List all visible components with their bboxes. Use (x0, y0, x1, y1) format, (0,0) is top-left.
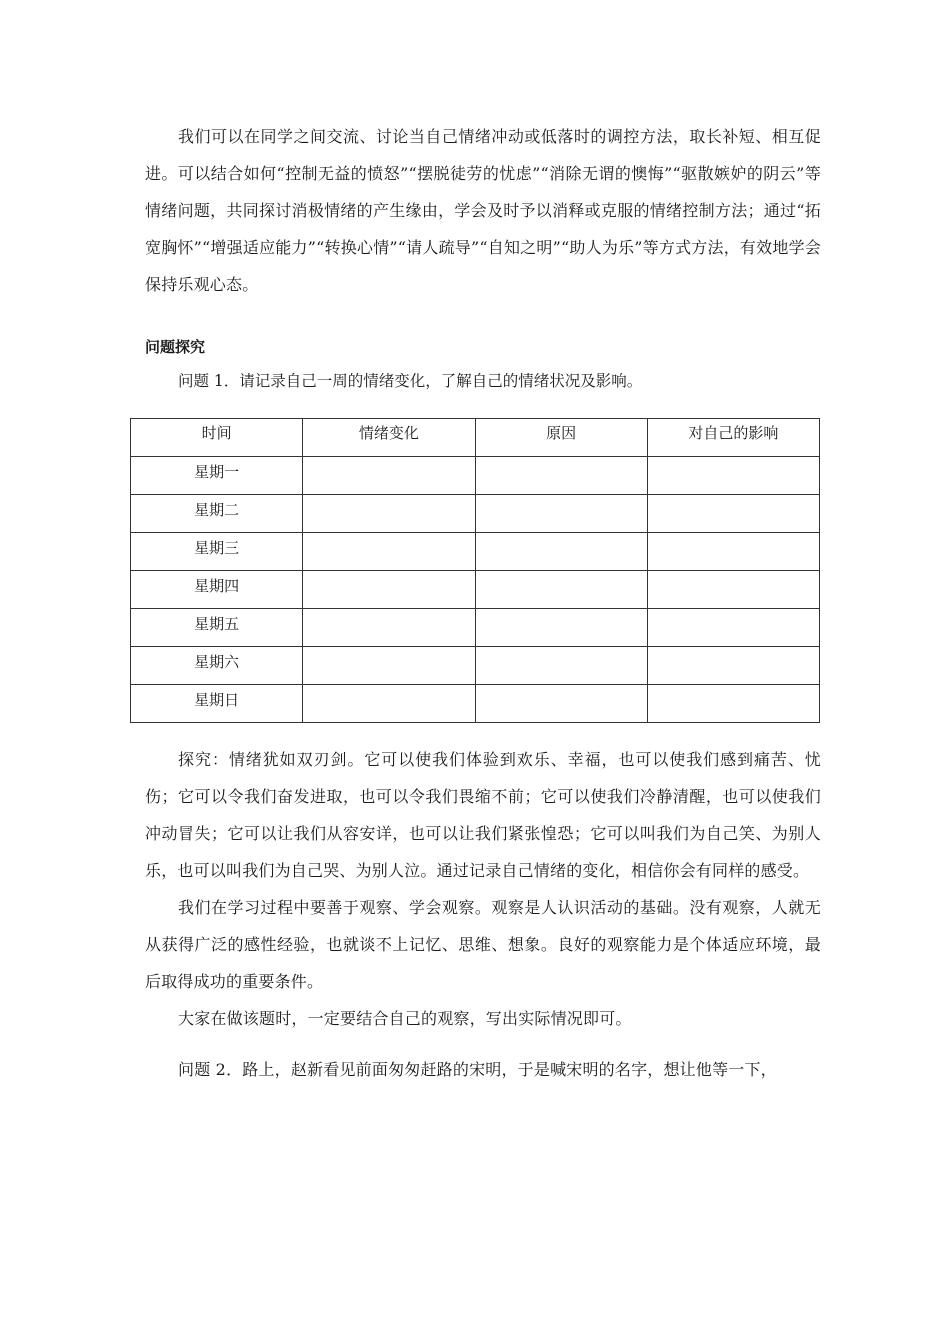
reason-cell[interactable] (475, 533, 647, 571)
reason-cell[interactable] (475, 457, 647, 495)
header-mood-change: 情绪变化 (303, 419, 475, 457)
day-cell: 星期二 (131, 495, 303, 533)
impact-cell[interactable] (647, 685, 819, 723)
mood-cell[interactable] (303, 685, 475, 723)
mood-cell[interactable] (303, 457, 475, 495)
day-cell: 星期三 (131, 533, 303, 571)
reason-cell[interactable] (475, 495, 647, 533)
question-1: 问题 1．请记录自己一周的情绪变化，了解自己的情绪状况及影响。 (178, 372, 643, 390)
advice-paragraph: 大家在做该题时，一定要结合自己的观察，写出实际情况即可。 (178, 1009, 632, 1028)
header-impact: 对自己的影响 (647, 419, 819, 457)
header-time: 时间 (131, 419, 303, 457)
table-row (131, 609, 820, 647)
mood-cell[interactable] (303, 571, 475, 609)
mood-record-table (130, 418, 820, 723)
intro-paragraph: 我们可以在同学之间交流、讨论当自己情绪冲动或低落时的调控方法，取长补短、相互促进。可以结合如何“控制无益的愤怒”“摆脱徒劳的忧虑”“消除无谓的懊悔”“驱散嫉妒的阴云”等情绪问题，共同探讨消极情绪的产生缘由，学会及时予以消释或克服的情绪控制方法；通过“拓宽胸怀”“增强适应能力”“转换心情”“请人疏导”“自知之明”“助人为乐”等方式方法，有效地学会保持乐观心态。 (145, 127, 821, 294)
reason-cell[interactable] (475, 571, 647, 609)
reason-cell[interactable] (475, 609, 647, 647)
mood-cell[interactable] (303, 533, 475, 571)
document-page (145, 118, 821, 1088)
day-cell: 星期四 (131, 571, 303, 609)
header-reason: 原因 (475, 419, 647, 457)
table-header-row (131, 419, 820, 457)
day-cell: 星期六 (131, 647, 303, 685)
table-row (131, 571, 820, 609)
day-cell: 星期日 (131, 685, 303, 723)
impact-cell[interactable] (647, 495, 819, 533)
reason-cell[interactable] (475, 685, 647, 723)
table-row (131, 457, 820, 495)
observe-paragraph: 我们在学习过程中要善于观察、学会观察。观察是人认识活动的基础。没有观察，人就无从获得广泛的感性经验，也就谈不上记忆、思维、想象。良好的观察能力是个体适应环境，最后取得成功的重要条件。 (145, 898, 821, 991)
section-heading: 问题探究 (145, 338, 206, 356)
impact-cell[interactable] (647, 647, 819, 685)
impact-cell[interactable] (647, 609, 819, 647)
day-cell: 星期一 (131, 457, 303, 495)
table-row (131, 533, 820, 571)
explore-paragraph: 探究：情绪犹如双刃剑。它可以使我们体验到欢乐、幸福，也可以使我们感到痛苦、忧伤；它可以令我们奋发进取，也可以令我们畏缩不前；它可以使我们冷静清醒，也可以使我们冲动冒失；它可以让我们从容安详，也可以让我们紧张惶恐；它可以叫我们为自己笑、为别人乐，也可以叫我们为自己哭、为别人泣。通过记录自己情绪的变化，相信你会有同样的感受。 (145, 750, 821, 880)
mood-cell[interactable] (303, 609, 475, 647)
table-row (131, 685, 820, 723)
impact-cell[interactable] (647, 457, 819, 495)
mood-cell[interactable] (303, 647, 475, 685)
mood-cell[interactable] (303, 495, 475, 533)
table-row (131, 495, 820, 533)
impact-cell[interactable] (647, 571, 819, 609)
table-row (131, 647, 820, 685)
reason-cell[interactable] (475, 647, 647, 685)
question-2: 问题 2．路上，赵新看见前面匆匆赶路的宋明，于是喊宋明的名字，想让他等一下， (178, 1060, 777, 1079)
impact-cell[interactable] (647, 533, 819, 571)
day-cell: 星期五 (131, 609, 303, 647)
